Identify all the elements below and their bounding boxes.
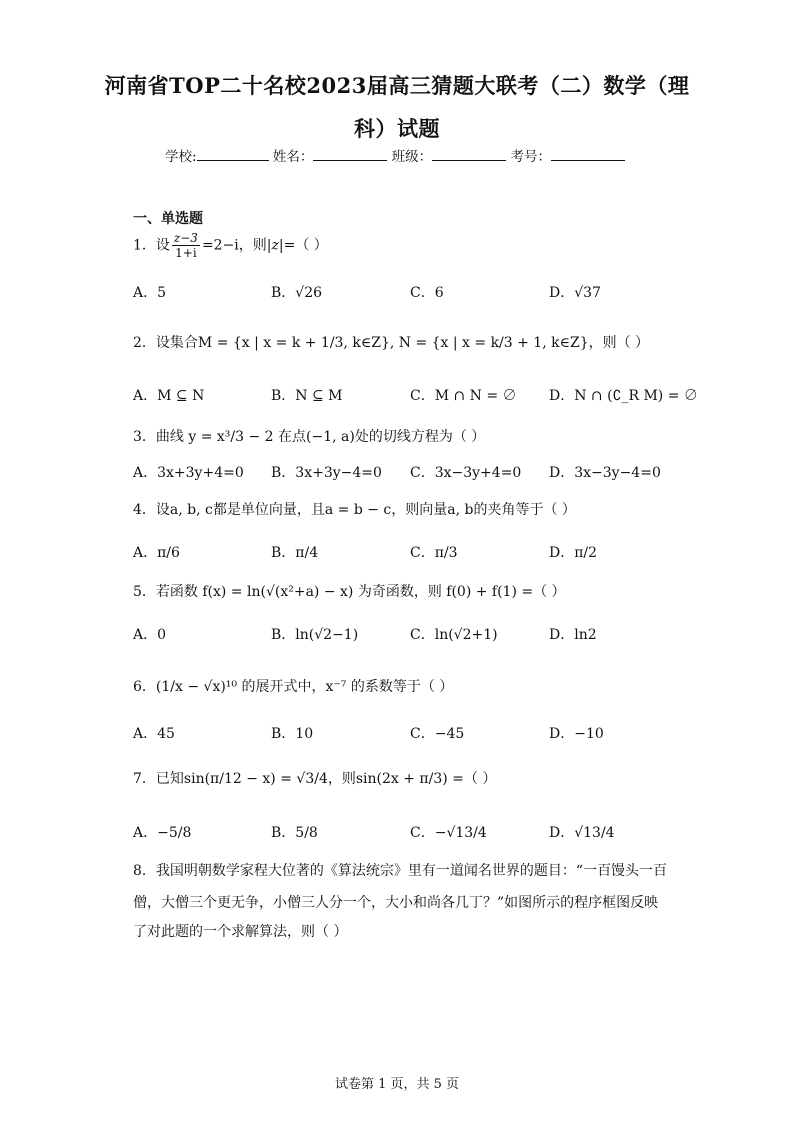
q2-option-b[interactable]: B．N ⊆ M — [271, 388, 343, 404]
exam-no-label: 考号： — [510, 149, 551, 165]
q2-option-c[interactable]: C．M ∩ N = ∅ — [410, 388, 517, 404]
q3-option-d[interactable]: D．3x−3y−4=0 — [549, 465, 661, 481]
q2-option-d[interactable]: D．N ∩ (∁_R M) = ∅ — [549, 388, 698, 404]
q1-option-d[interactable]: D．√37 — [549, 285, 601, 301]
name-field[interactable] — [313, 148, 387, 161]
page-footer: 试卷第 1 页，共 5 页 — [334, 1077, 460, 1092]
q5-option-d[interactable]: D．ln2 — [549, 627, 597, 643]
student-info-row — [165, 145, 625, 165]
question-8-line2: 僧，大僧三个更无争，小僧三人分一个，大小和尚各几丁？”如图所示的程序框图反映 — [133, 895, 659, 911]
q4-option-c[interactable]: C．π/3 — [410, 545, 458, 561]
q6-option-d[interactable]: D．−10 — [549, 726, 604, 742]
q7-option-a[interactable]: A．−5/8 — [133, 825, 192, 841]
question-8-line1: 8．我国明朝数学家程大位著的《算法统宗》里有一道闻名世界的题目：“一百馒头一百 — [133, 863, 668, 879]
q3-option-b[interactable]: B．3x+3y−4=0 — [271, 465, 382, 481]
q1-option-a[interactable]: A．5 — [133, 285, 167, 301]
q1-option-c[interactable]: C．6 — [410, 285, 444, 301]
question-5: 5．若函数 f(x) = ln(√(x²+a) − x) 为奇函数，则 f(0) + f(1) =（ ） — [133, 584, 566, 600]
question-3: 3．曲线 y = x³/3 − 2 在点(−1, a)处的切线方程为（ ） — [133, 429, 486, 445]
q1-stem-pre: 1．设 — [133, 237, 170, 254]
school-label: 学校: — [165, 149, 197, 165]
q2-option-a[interactable]: A．M ⊆ N — [133, 388, 205, 404]
q4-option-a[interactable]: A．π/6 — [133, 545, 180, 561]
exam-title-line1: 河南省TOP二十名校2023届高三猜题大联考（二）数学（理 — [104, 73, 690, 98]
q1-frac-num: z−3 — [173, 231, 198, 245]
q3-option-a[interactable]: A．3x+3y+4=0 — [133, 465, 244, 481]
q1-abs: |z| — [266, 237, 284, 254]
q1-fraction — [172, 231, 200, 260]
q5-option-b[interactable]: B．ln(√2−1) — [271, 627, 359, 643]
section-title: 一、单选题 — [133, 211, 203, 227]
q3-option-c[interactable]: C．3x−3y+4=0 — [410, 465, 522, 481]
exam-title-line2: 科）试题 — [354, 116, 440, 141]
question-8-line3: 了对此题的一个求解算法，则（ ） — [133, 924, 348, 940]
question-4: 4．设a, b, c都是单位向量，且a = b − c，则向量a, b的夹角等于（ ） — [133, 502, 576, 518]
question-7: 7．已知sin(π/12 − x) = √3/4，则sin(2x + π/3) =（ ） — [133, 771, 497, 787]
question-2: 2．设集合M = {x | x = k + 1/3, k∈Z}, N = {x | x = k/3 + 1, k∈Z}，则（ ） — [133, 335, 650, 351]
class-field[interactable] — [432, 148, 506, 161]
q1-frac-den: 1+i — [175, 246, 197, 260]
q6-option-a[interactable]: A．45 — [133, 726, 175, 742]
name-label: 姓名： — [272, 149, 314, 165]
question-6: 6．(1/x − √x)¹⁰ 的展开式中，x⁻⁷ 的系数等于（ ） — [133, 679, 454, 695]
q7-option-b[interactable]: B．5/8 — [271, 825, 318, 841]
q4-option-b[interactable]: B．π/4 — [271, 545, 319, 561]
q5-option-a[interactable]: A．0 — [133, 627, 167, 643]
q6-option-b[interactable]: B．10 — [271, 726, 314, 742]
q4-option-d[interactable]: D．π/2 — [549, 545, 598, 561]
q1-stem-mid: =2−i，则 — [201, 237, 267, 254]
school-field[interactable] — [197, 148, 269, 161]
q7-option-d[interactable]: D．√13/4 — [549, 825, 615, 841]
q6-option-c[interactable]: C．−45 — [410, 726, 465, 742]
q1-option-b[interactable]: B．√26 — [271, 285, 323, 301]
q5-option-c[interactable]: C．ln(√2+1) — [410, 627, 498, 643]
question-1 — [133, 231, 328, 260]
q1-stem-post: =（ ） — [283, 237, 328, 254]
exam-no-field[interactable] — [551, 148, 625, 161]
class-label: 班级： — [391, 149, 433, 165]
q7-option-c[interactable]: C．−√13/4 — [410, 825, 487, 841]
